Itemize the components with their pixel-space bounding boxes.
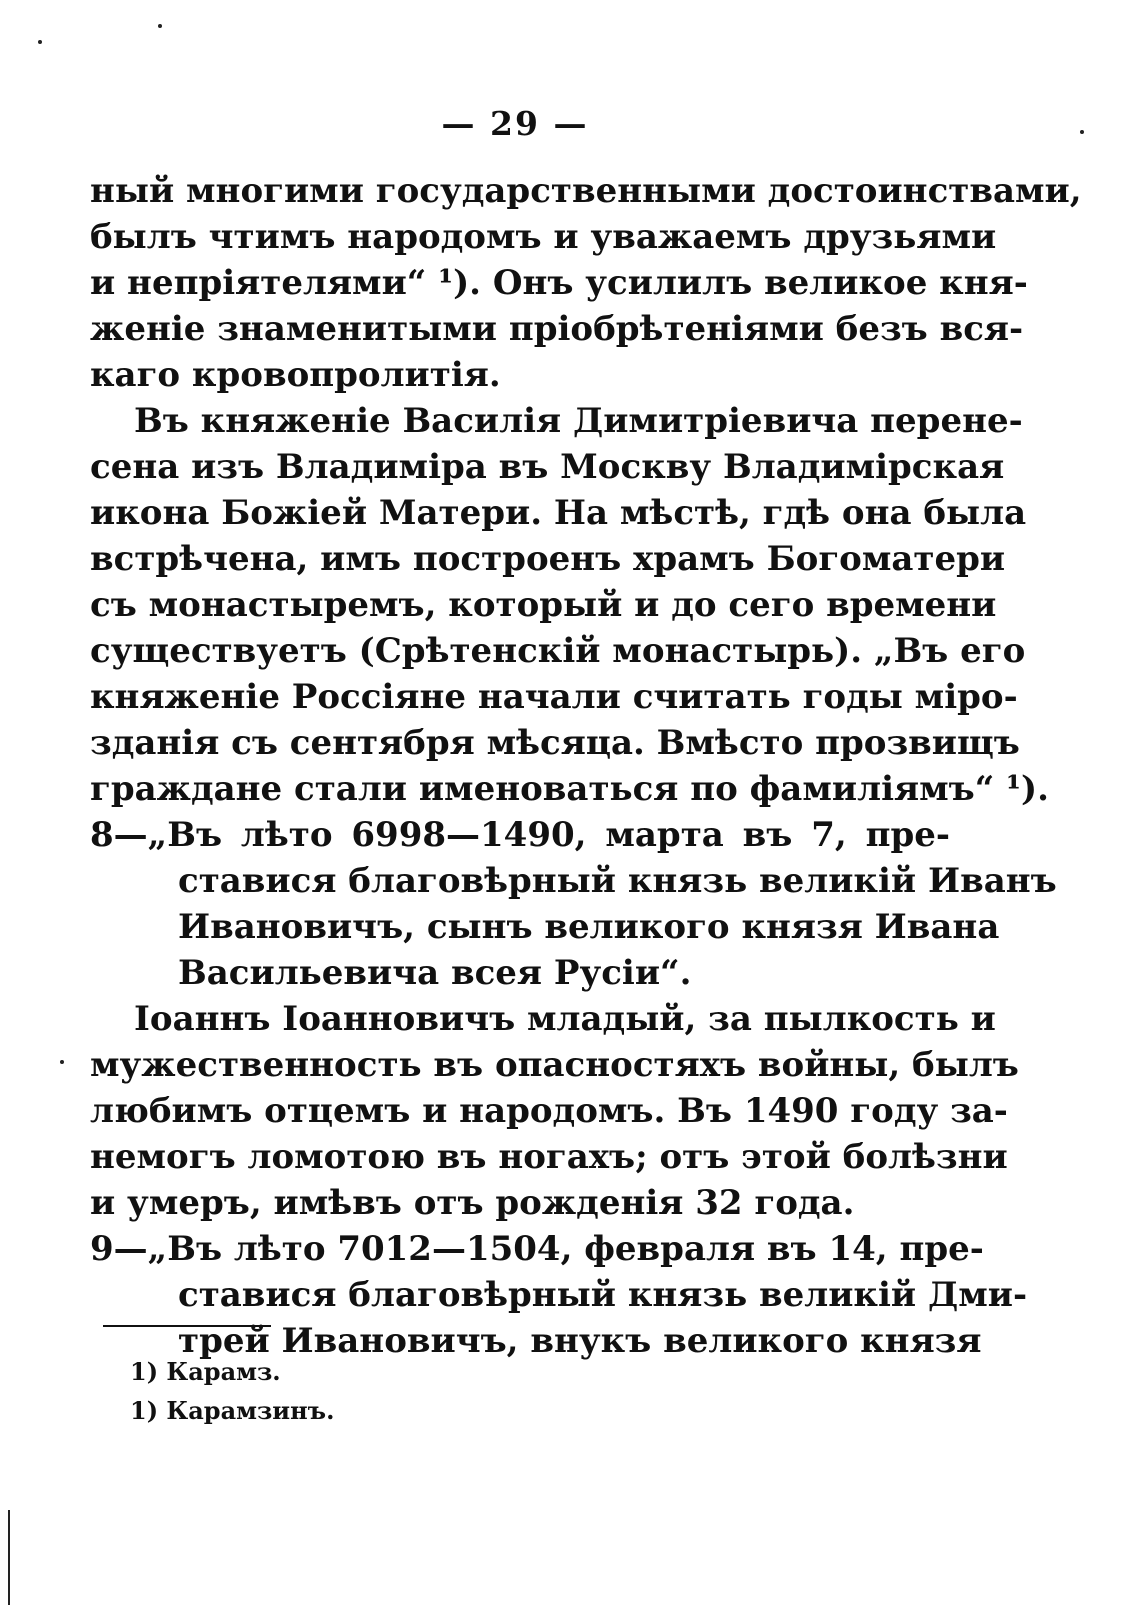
footnote-item: [130, 1391, 334, 1430]
scan-speck: [158, 24, 162, 28]
text-line: Іоаннъ Іоанновичъ младый, за пылкость и: [134, 999, 996, 1039]
text-line: граждане стали именоваться по фамиліямъ“ ¹).: [90, 769, 1049, 809]
text-line: княженіе Россіяне начали считать годы міро-: [90, 677, 1018, 717]
text-line: ставися благовѣрный князь великій Иванъ: [178, 861, 1057, 901]
text-line: былъ чтимъ народомъ и уважаемъ друзьями: [90, 217, 997, 257]
text-line: ный многими государственными достоинствами,: [90, 171, 1082, 211]
scan-speck: [38, 40, 42, 44]
text-line: икона Божіей Матери. На мѣстѣ, гдѣ она была: [90, 493, 1027, 533]
footnote-marker: 1): [130, 1357, 159, 1386]
chronicle-entry-8: 8—„Въ лѣто 6998—1490, марта въ 7, пре-: [90, 815, 950, 855]
text-line: Въ княженіе Василія Димитріевича перене-: [134, 401, 1023, 441]
footnote-marker: 1): [130, 1396, 159, 1425]
text-line: мужественность въ опасностяхъ войны, былъ: [90, 1045, 1019, 1085]
scan-speck: [1080, 130, 1084, 134]
text-line: существуетъ (Срѣтенскій монастырь). „Въ его: [90, 631, 1026, 671]
text-line: немогъ ломотою въ ногахъ; отъ этой болѣзни: [90, 1137, 1008, 1177]
text-line: каго кровопролитія.: [90, 355, 501, 395]
text-line: Васильевича всея Русіи“.: [178, 953, 692, 993]
page-number: — 29 —: [441, 104, 589, 143]
text-line: встрѣчена, имъ построенъ храмъ Богоматери: [90, 539, 1006, 579]
scan-speck: [60, 1060, 64, 1064]
text-line: сена изъ Владиміра въ Москву Владимірская: [90, 447, 1005, 487]
scan-edge-mark: [8, 1510, 10, 1605]
body-text: [90, 168, 1082, 1364]
footnote-divider: [103, 1325, 271, 1327]
text-line: зданія съ сентября мѣсяца. Вмѣсто прозвищъ: [90, 723, 1020, 763]
footnote-text: Карамз.: [166, 1357, 281, 1386]
chronicle-entry-9: 9—„Въ лѣто 7012—1504, февраля въ 14, пре-: [90, 1229, 984, 1269]
text-line: женіе знаменитыми пріобрѣтеніями безъ вся-: [90, 309, 1024, 349]
text-line: любимъ отцемъ и народомъ. Въ 1490 году за-: [90, 1091, 1008, 1131]
footnotes: [130, 1352, 334, 1430]
text-line: ставися благовѣрный князь великій Дми-: [178, 1275, 1028, 1315]
text-line: Ивановичъ, сынъ великого князя Ивана: [178, 907, 1000, 947]
text-line: и непріятелями“ ¹). Онъ усилилъ великое кня-: [90, 263, 1028, 303]
footnote-item: [130, 1352, 334, 1391]
text-line: трей Ивановичъ, внукъ великого князя: [178, 1321, 982, 1361]
text-line: и умеръ, имѣвъ отъ рожденія 32 года.: [90, 1183, 855, 1223]
text-line: съ монастыремъ, который и до сего времени: [90, 585, 997, 625]
footnote-text: Карамзинъ.: [166, 1396, 335, 1425]
